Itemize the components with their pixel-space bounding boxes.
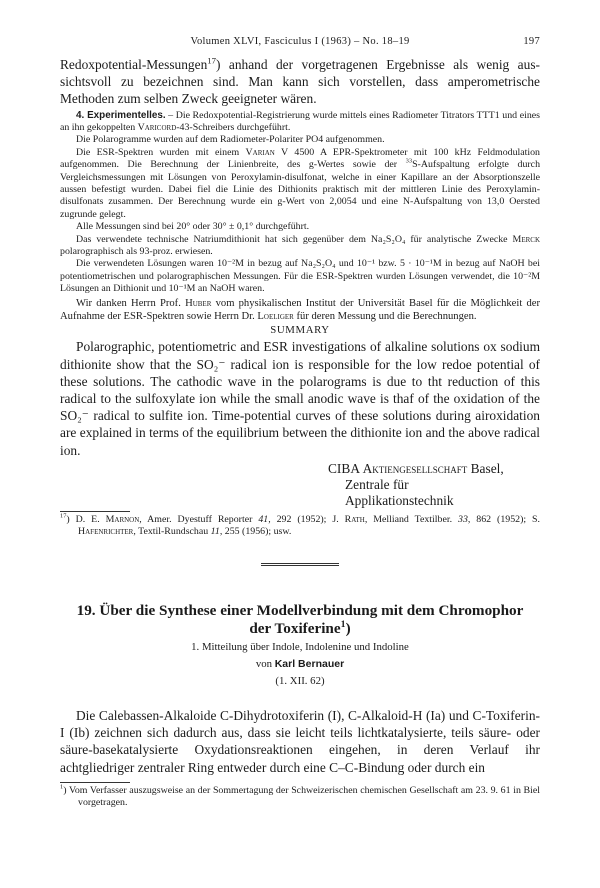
- author-name: Karl Bernauer: [274, 658, 345, 671]
- received-date: (1. XII. 62): [275, 675, 325, 688]
- running-head: Volumen XLVI, Fasciculus I (1963) – No. 18–19: [190, 36, 410, 47]
- journal-page: [60, 36, 540, 810]
- experimental-p3: Die ESR-Spektren wurden mit einem Varian V 4500 A EPR-Spektrometer mit 100 kHz Feldmodulation aufgenommen. Die Berechnung der Linienbreite, des g-Wertes sowie der $^{33}$S-Aufspaltung erfolgte durch Vergleichsmessungen mit Lösungen von Peroxylamin-disulfonat, welche in einer Kapillare an der Absorptionszelle aussen befestigt wurden. Dabei fiel die Linie des Dithionits praktisch mit der mittleren Linie des Peroxylamin-disulfonats zusammen. Der Berechnung wurde ein g-Wert von 2,0054 und eine N-Aufspaltung von 13,0 Oersted zugrunde gelegt.: [60, 146, 541, 220]
- section-separator: [261, 563, 339, 567]
- article-heading: [60, 602, 540, 689]
- article-byline: von Karl Bernauer: [255, 658, 345, 671]
- experimental-heading: 4. Experimentelles.: [76, 109, 166, 121]
- experimental-p2: Die Polarogramme wurden auf dem Radiometer-Polariter PO4 aufgenommen.: [76, 134, 385, 146]
- running-header: [60, 36, 540, 54]
- footnote-17: $^{17}$) D. E. Marnon, Amer. Dyestuff Reporter 41, 292 (1952); J. Rath, Melliand Textilber. 33, 862 (1952); S. Hafenrichter, Textil-Rundschau 11, 255 (1956); usw.: [60, 512, 540, 538]
- summary-text: Polarographic, potentiometric and ESR investigations of alkaline solutions ox sodium dithionite show that the SO₂⁻ radical ion is responsible for the low redoe potential of these solutions. The cathodic wave in the polarograms is due to tht reduction of this radical to the sulfoxylate ion while the small anodic wave is thaf of the oxidation of the SO₂⁻ radical to sulfite ion. Time-potential curves of these solutions during airoxidation are explained in terms of the equilibrium between the dithionite ion and the above radical ion.: [60, 339, 540, 458]
- article-body: Die Calebassen-Alkaloide C-Dihydrotoxiferin (I), C-Alkaloid-H (Ia) und C-Toxiferin-I (Ib) zeichnen sich dadurch aus, dass sie leicht teils lichtkatalysierte, teils säure- oder säure-basekatalysierte Oxydationsreaktionen eingehen, in deren Verlauf ihr achtgliedriger zentraler Ring entweder durch eine C–C-Bindung oder durch ein: [60, 708, 540, 775]
- article-title-line2: der Toxiferine$^1$): [249, 618, 351, 638]
- experimental-section: 4. Experimentelles. – Die Redoxpotential-Registrierung wurde mittels eines Radiometer Titrators TTT1 und eines an ihn gekoppelten Varicord-43-Schreibers durchgeführt. Die Polarogramme wurden auf dem Radiometer-Polariter PO4 aufgenommen. Die ESR-Spektren wurden mit einem Varian V 4500 A EPR-Spektrometer mit 100 kHz Feldmodulation aufgenommen. Die Berechnung der Linienbreite, des g-Wertes sowie der $^{33}$S-Aufspaltung erfolgte durch Vergleichsmessungen mit Lösungen von Peroxylamin-disulfonat, welche in einer Kapillare an der Absorptionszelle aussen befestigt wurden. Dabei fiel die Linie des Dithionits praktisch mit der mittleren Linie des Peroxylamin-disulfonats zusammen. Der Berechnung wurde ein g-Wert von 2,0054 und eine N-Aufspaltung von 13,0 Oersted zugrunde gelegt. Alle Messungen sind bei 20° oder 30° ± 0,1° durchgeführt. Das verwendete technische Natriumdithionit hat sich gegenüber dem Na₂S₂O₄ für analytische Zwecke Merck polarographisch als 93-proz. erwiesen. Die verwendeten Lösungen waren 10⁻²M in bezug auf Na₂S₂O₄ und 10⁻¹ bzw. 5 · 10⁻¹M in bezug auf NaOH bei potentiometrischen und polarographischen Messungen. Für die ESR-Spektren wurden Lösungen verwendet, die 10⁻²M Lösungen an Dithionit und 10⁻¹M an NaOH waren.: [60, 109, 541, 295]
- page-number: 197: [523, 36, 540, 47]
- summary-heading: SUMMARY: [270, 324, 330, 337]
- article-title-line1: 19. Über die Synthese einer Modellverbindung mit dem Chromophor: [76, 602, 524, 620]
- experimental-p4: Alle Messungen sind bei 20° oder 30° ± 0,1° durchgeführt.: [76, 221, 310, 233]
- footnote-1: $^1$) Vom Verfasser auszugsweise an der Sommertagung der Schweizerischen chemischen Gesellschaft am 23. 9. 61 in Biel vorgetragen.: [60, 783, 540, 809]
- intro-paragraph: Redoxpotential-Messungen$^{17}$) anhand der vorgetragenen Ergebnisse als wenig aussichtsvoll zu bezeichnen sind. Man kann sich vorstellen, dass amperometrische Methoden zum selben Zweck geeigneter wären.: [60, 55, 540, 107]
- footnote-rule: [60, 511, 130, 512]
- footnote-rule-2: [60, 782, 130, 783]
- experimental-p5: Das verwendete technische Natriumdithionit hat sich gegenüber dem Na₂S₂O₄ für analytische Zwecke Merck polarographisch als 93-proz. erwiesen.: [60, 233, 540, 258]
- acknowledgement: Wir danken Herrn Prof. Huber vom physikalischen Institut der Universität Basel für die Möglichkeit der Aufnahme der ESR-Spektren sowie Herrn Dr. Loeliger für deren Messung und die Berechnungen.: [60, 297, 540, 322]
- affiliation: CIBA Aktiengesellschaft Basel, Zentrale für Applikationstechnik: [328, 460, 504, 508]
- article-subtitle: 1. Mitteilung über Indole, Indolenine und Indoline: [191, 641, 409, 654]
- footnote-ref-17: 17: [207, 55, 216, 66]
- experimental-p6: Die verwendeten Lösungen waren 10⁻²M in bezug auf Na₂S₂O₄ und 10⁻¹ bzw. 5 · 10⁻¹M in bezug auf NaOH bei potentiometrischen und polarographischen Messungen. Für die ESR-Spektren wurden Lösungen verwendet, die 10⁻²M Lösungen an Dithionit und 10⁻¹M an NaOH waren.: [60, 258, 540, 295]
